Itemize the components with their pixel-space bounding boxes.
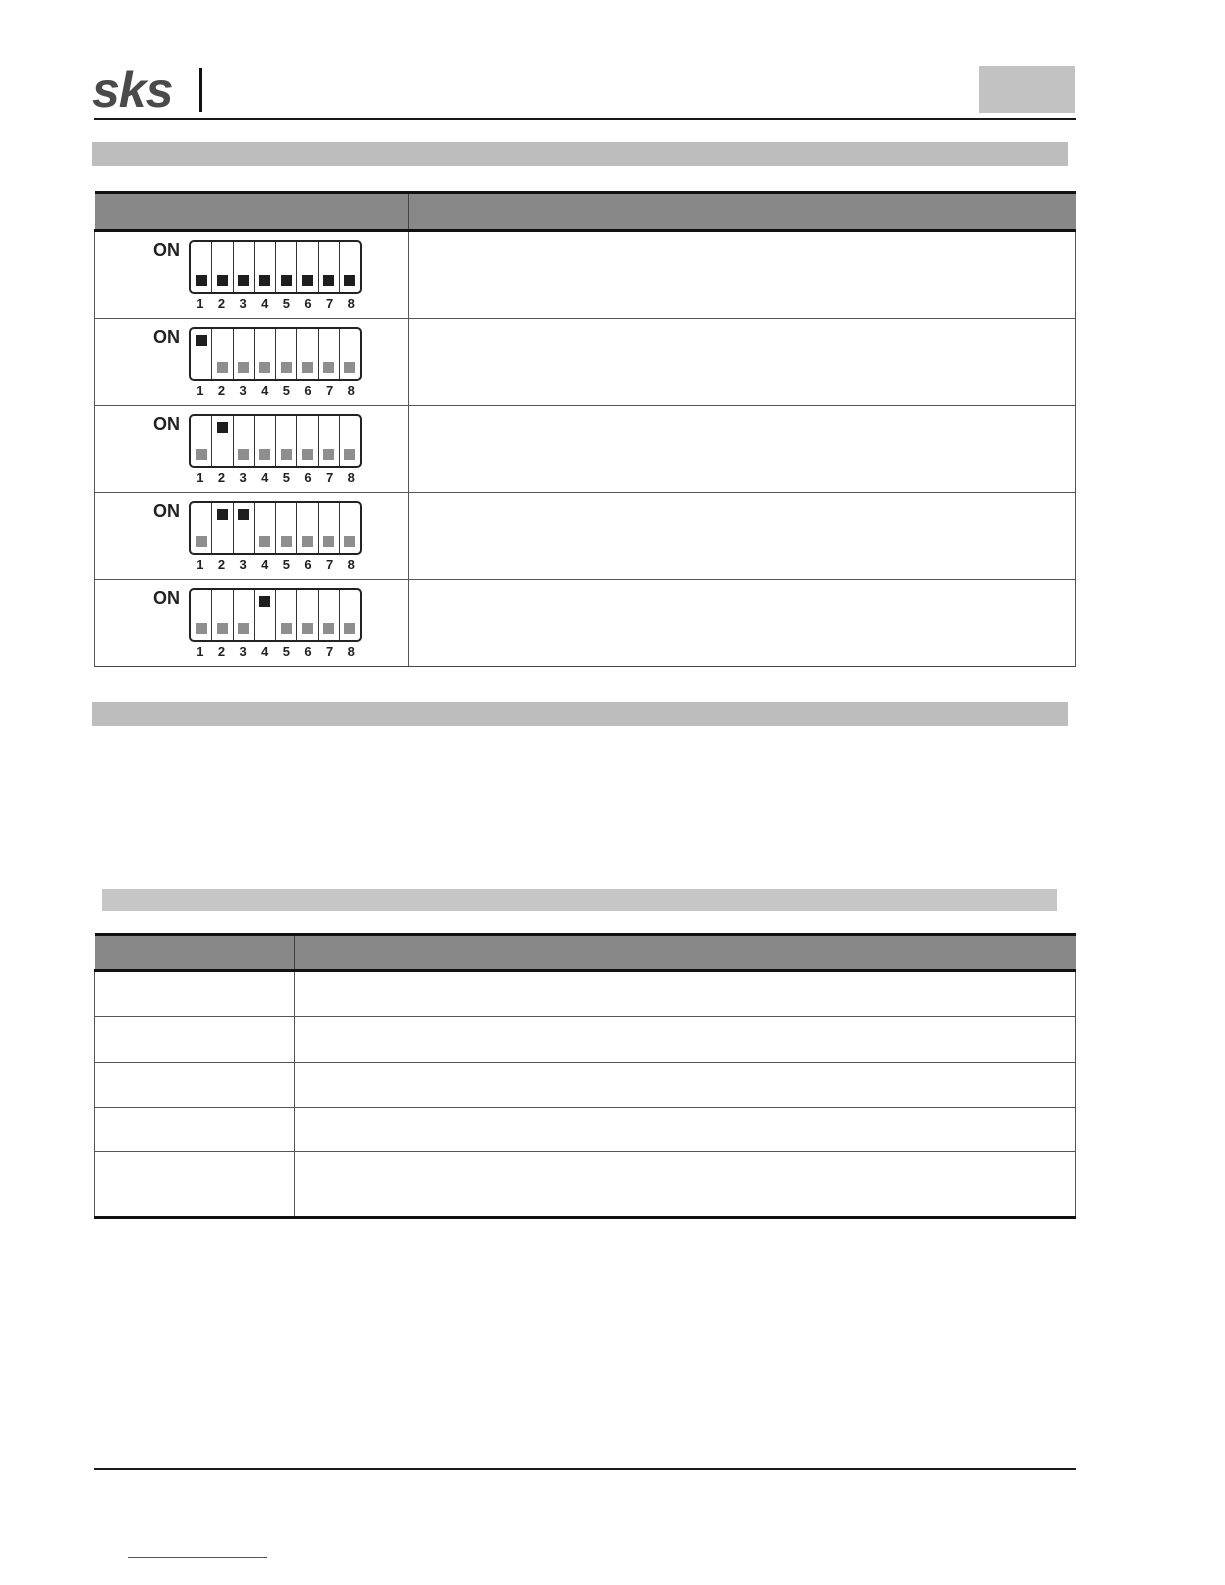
dip-switch-number: 8 — [347, 296, 355, 311]
info-cell-value — [294, 1108, 1076, 1152]
dip-switch-number: 7 — [325, 296, 334, 311]
dip-knob-off — [196, 623, 207, 634]
dip-switch-number: 8 — [347, 383, 355, 398]
dip-switch-slot — [191, 503, 212, 553]
header-page-box — [979, 66, 1075, 113]
dip-switch-number: 2 — [217, 644, 226, 659]
dip-switch-number: 8 — [347, 644, 355, 659]
dip-switch-slot — [297, 503, 318, 553]
dip-switch-numbers — [189, 470, 362, 485]
dip-knob-off — [196, 449, 207, 460]
dip-switch-number: 7 — [325, 557, 334, 572]
dip-switch-number: 1 — [196, 383, 204, 398]
dip-knob-off — [238, 449, 249, 460]
dip-switch-slot — [191, 416, 212, 466]
dip-switch-slot — [255, 503, 276, 553]
dip-switch-cell — [95, 319, 409, 406]
dip-switch-slot — [340, 329, 360, 379]
dip-switch-slot — [191, 590, 212, 640]
dip-switch-slot — [255, 416, 276, 466]
dip-switch-slot — [276, 416, 297, 466]
dip-switch-graphic — [189, 414, 362, 468]
dip-switch-slot — [319, 590, 340, 640]
dip-table-header-row — [95, 193, 1076, 231]
dip-switch-number: 4 — [261, 296, 269, 311]
dip-knob-off — [281, 362, 292, 373]
dip-switch-number: 4 — [261, 644, 269, 659]
dip-switch-number: 6 — [304, 383, 312, 398]
dip-switch-numbers — [189, 383, 362, 398]
dip-switch-slot — [340, 503, 360, 553]
dip-switch-slot — [255, 590, 276, 640]
dip-switch-numbers — [189, 557, 362, 572]
info-table-header-col1 — [95, 935, 295, 971]
dip-knob-on — [344, 275, 355, 286]
dip-switch-slot — [234, 329, 255, 379]
footer-link-underline[interactable] — [128, 1557, 267, 1558]
dip-knob-on — [196, 275, 207, 286]
dip-switch-slot — [212, 242, 233, 292]
dip-knob-on — [259, 596, 270, 607]
dip-on-label: ON — [153, 240, 180, 260]
info-row — [95, 971, 1076, 1017]
info-cell-label — [95, 1017, 295, 1063]
dip-knob-off — [344, 623, 355, 634]
dip-knob-off — [281, 536, 292, 547]
dip-switch-number: 6 — [304, 644, 312, 659]
dip-switch-number: 3 — [239, 644, 247, 659]
dip-knob-on — [281, 275, 292, 286]
dip-switch-slot — [234, 590, 255, 640]
dip-row — [95, 319, 1076, 406]
dip-switch-number: 1 — [196, 470, 204, 485]
dip-description-cell — [409, 231, 1076, 319]
dip-switch-cell — [95, 231, 409, 319]
dip-knob-on — [217, 509, 228, 520]
dip-switch-slot — [340, 242, 360, 292]
dip-knob-on — [259, 275, 270, 286]
dip-knob-off — [281, 623, 292, 634]
dip-switch-number: 6 — [304, 557, 312, 572]
dip-knob-off — [302, 362, 313, 373]
dip-description-cell — [409, 493, 1076, 580]
dip-switch-number: 2 — [217, 470, 226, 485]
dip-switch-slot — [276, 503, 297, 553]
dip-knob-off — [238, 362, 249, 373]
dip-switch-cell — [95, 580, 409, 667]
dip-switch-cell — [95, 406, 409, 493]
dip-knob-off — [344, 536, 355, 547]
info-table-header-col2 — [294, 935, 1076, 971]
dip-switch-slot — [234, 242, 255, 292]
dip-switch-slot — [212, 329, 233, 379]
dip-knob-off — [217, 623, 228, 634]
dip-switch-slot — [319, 416, 340, 466]
dip-switch-slot — [212, 416, 233, 466]
dip-switch-slot — [255, 242, 276, 292]
dip-switch-number: 4 — [261, 470, 269, 485]
dip-switch-slot — [297, 416, 318, 466]
dip-knob-on — [302, 275, 313, 286]
dip-knob-off — [259, 362, 270, 373]
dip-switch-number: 5 — [282, 557, 290, 572]
dip-switch-number: 2 — [217, 296, 226, 311]
info-cell-value — [294, 1063, 1076, 1108]
footer-rule — [94, 1468, 1076, 1470]
dip-switch-cell — [95, 493, 409, 580]
dip-knob-on — [196, 335, 207, 346]
info-cell-label — [95, 971, 295, 1017]
info-cell-value — [294, 1017, 1076, 1063]
dip-on-label: ON — [153, 414, 180, 434]
dip-switch-number: 5 — [282, 296, 290, 311]
dip-description-cell — [409, 580, 1076, 667]
dip-knob-on — [217, 275, 228, 286]
dip-knob-off — [259, 536, 270, 547]
dip-knob-off — [323, 623, 334, 634]
dip-switch-slot — [276, 590, 297, 640]
dip-switch-number: 2 — [217, 557, 226, 572]
dip-switch-slot — [297, 242, 318, 292]
dip-switch-table — [94, 191, 1076, 667]
dip-row — [95, 231, 1076, 319]
dip-row — [95, 580, 1076, 667]
dip-table-header-switch — [95, 193, 409, 231]
dip-switch-slot — [340, 416, 360, 466]
dip-switch-number: 1 — [196, 644, 204, 659]
dip-knob-off — [217, 362, 228, 373]
dip-switch-number: 8 — [347, 470, 355, 485]
dip-switch-slot — [191, 242, 212, 292]
brand-logo: sks — [92, 62, 173, 118]
dip-switch-numbers — [189, 296, 362, 311]
dip-switch-number: 5 — [282, 644, 290, 659]
dip-switch-slot — [276, 329, 297, 379]
section-bar-second — [92, 702, 1068, 726]
section-bar-dip-settings — [92, 142, 1068, 166]
info-row — [95, 1152, 1076, 1218]
dip-switch-number: 3 — [239, 383, 247, 398]
dip-knob-on — [217, 422, 228, 433]
info-cell-label — [95, 1063, 295, 1108]
dip-switch-graphic — [189, 240, 362, 294]
dip-switch-number: 3 — [239, 470, 247, 485]
dip-switch-number: 7 — [325, 644, 334, 659]
dip-knob-off — [302, 536, 313, 547]
info-row — [95, 1063, 1076, 1108]
dip-switch-slot — [276, 242, 297, 292]
dip-description-cell — [409, 406, 1076, 493]
dip-knob-off — [259, 449, 270, 460]
dip-switch-number: 3 — [239, 557, 247, 572]
dip-knob-off — [323, 536, 334, 547]
info-table-header-row — [95, 935, 1076, 971]
dip-switch-numbers — [189, 644, 362, 659]
dip-row — [95, 493, 1076, 580]
dip-switch-slot — [297, 329, 318, 379]
dip-switch-number: 3 — [239, 296, 247, 311]
dip-switch-number: 6 — [304, 470, 312, 485]
info-cell-label — [95, 1108, 295, 1152]
dip-switch-slot — [297, 590, 318, 640]
dip-knob-off — [344, 449, 355, 460]
info-cell-value — [294, 971, 1076, 1017]
dip-switch-number: 5 — [282, 383, 290, 398]
dip-knob-off — [323, 362, 334, 373]
dip-knob-on — [323, 275, 334, 286]
dip-switch-slot — [191, 329, 212, 379]
dip-switch-number: 7 — [325, 383, 334, 398]
dip-switch-slot — [234, 416, 255, 466]
dip-switch-slot — [234, 503, 255, 553]
dip-switch-graphic — [189, 327, 362, 381]
dip-switch-slot — [319, 503, 340, 553]
info-table — [94, 933, 1076, 1219]
header-rule — [94, 118, 1076, 120]
dip-knob-off — [238, 623, 249, 634]
dip-switch-number: 1 — [196, 296, 204, 311]
info-row — [95, 1017, 1076, 1063]
logo-divider — [199, 68, 202, 112]
dip-switch-graphic — [189, 588, 362, 642]
dip-switch-number: 6 — [304, 296, 312, 311]
dip-on-label: ON — [153, 588, 180, 608]
dip-knob-off — [196, 536, 207, 547]
info-cell-value — [294, 1152, 1076, 1218]
dip-switch-number: 2 — [217, 383, 226, 398]
dip-switch-number: 4 — [261, 557, 269, 572]
dip-switch-number: 4 — [261, 383, 269, 398]
dip-knob-off — [323, 449, 334, 460]
info-row — [95, 1108, 1076, 1152]
dip-switch-slot — [255, 329, 276, 379]
dip-knob-on — [238, 509, 249, 520]
dip-knob-on — [238, 275, 249, 286]
dip-switch-slot — [212, 503, 233, 553]
dip-on-label: ON — [153, 501, 180, 521]
dip-switch-slot — [340, 590, 360, 640]
info-cell-label — [95, 1152, 295, 1218]
dip-switch-number: 8 — [347, 557, 355, 572]
dip-on-label: ON — [153, 327, 180, 347]
dip-switch-number: 7 — [325, 470, 334, 485]
dip-switch-number: 1 — [196, 557, 204, 572]
dip-switch-slot — [212, 590, 233, 640]
dip-table-header-description — [409, 193, 1076, 231]
dip-description-cell — [409, 319, 1076, 406]
dip-switch-slot — [319, 329, 340, 379]
dip-knob-off — [302, 623, 313, 634]
dip-row — [95, 406, 1076, 493]
subsection-bar — [102, 889, 1057, 911]
dip-switch-number: 5 — [282, 470, 290, 485]
dip-knob-off — [302, 449, 313, 460]
dip-switch-graphic — [189, 501, 362, 555]
dip-switch-slot — [319, 242, 340, 292]
dip-knob-off — [344, 362, 355, 373]
dip-knob-off — [281, 449, 292, 460]
